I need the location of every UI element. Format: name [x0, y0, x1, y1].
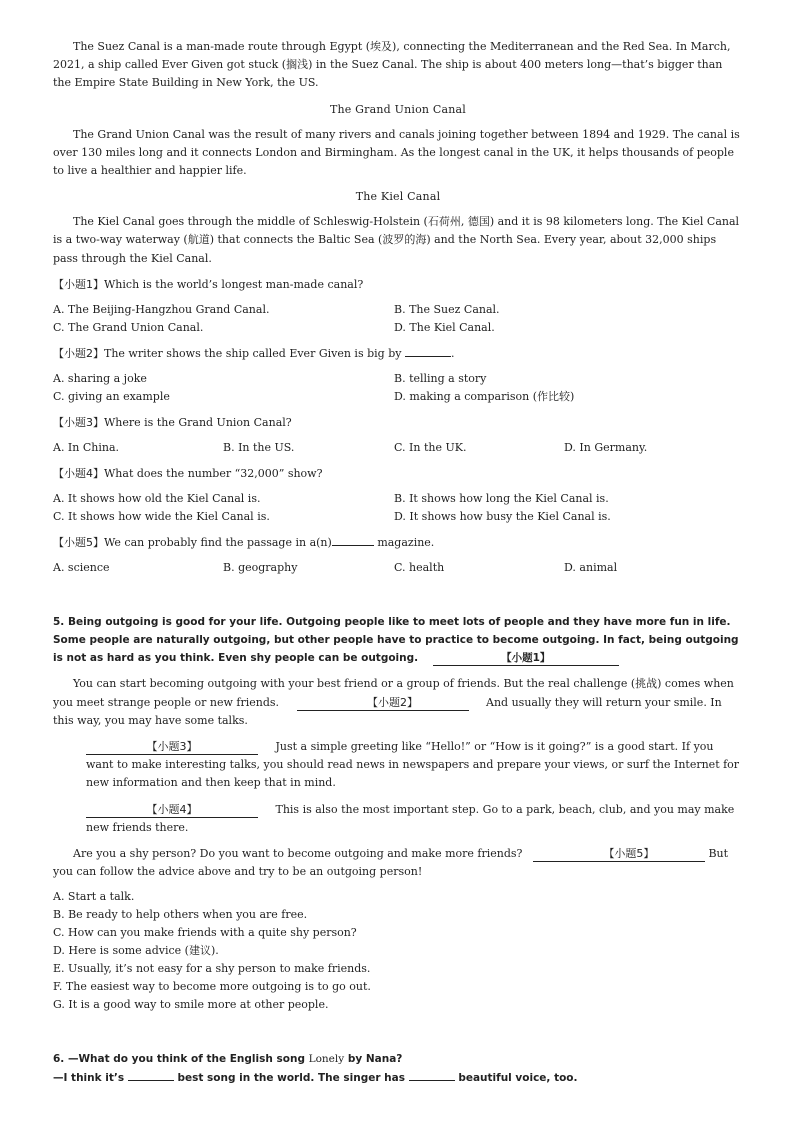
- question-1: [53, 276, 743, 337]
- choice-g[interactable]: G. It is a good way to smile more at other people.: [53, 998, 329, 1012]
- option-a[interactable]: A. In China.: [53, 440, 120, 454]
- option-c[interactable]: C. The Grand Union Canal.: [53, 320, 204, 334]
- answer-blank-2[interactable]: [409, 1080, 455, 1081]
- question-label: 【小题5】: [53, 535, 104, 549]
- question-text: What does the number “32,000” show?: [104, 466, 323, 480]
- option-b[interactable]: B. geography: [223, 560, 298, 574]
- question-label: 【小题1】: [53, 277, 104, 291]
- question-2: [53, 345, 743, 406]
- passage-5-intro: 5. Being outgoing is good for your life. Outgoing people like to meet lots of people and they have more fun in life. Some people are naturally outgoing, but other people have to practice to become outgoing. In fact, being outgoing is not as hard as you think. Even shy people can be outgoing. 【小题1】: [53, 615, 739, 665]
- options-grid: [53, 370, 743, 406]
- option-b[interactable]: B. The Suez Canal.: [394, 302, 500, 316]
- passage-5-para-3: 【小题3】 Just a simple greeting like “Hello!” or “How is it going?” is a good start. If you want to make interesting talks, you should read news in newspapers and prepare your views, or surf the Internet for new information and then keep that in mind.: [86, 740, 740, 790]
- option-b[interactable]: B. In the US.: [223, 440, 295, 454]
- suez-paragraph: The Suez Canal is a man-made route through Egypt (埃及), connecting the Mediterranean and the Red Sea. In March, 2021, a ship called Ever Given got stuck (搁浅) in the Suez Canal. The ship is about 400 meters long—that’s bigger than the Empire State Building in New York, the US.: [53, 40, 731, 90]
- passage-5: [53, 613, 743, 1015]
- passage-5-para-2: You can start becoming outgoing with your best friend or a group of friends. But the real challenge (挑战) comes when you meet strange people or new friends. 【小题2】 And usually they will return your smile. In this way, you may have some talks.: [53, 677, 734, 727]
- option-a[interactable]: A. The Beijing-Hangzhou Grand Canal.: [53, 302, 270, 316]
- gap-3[interactable]: 【小题3】: [86, 740, 258, 755]
- choice-b[interactable]: B. Be ready to help others when you are free.: [53, 908, 308, 922]
- option-c[interactable]: C. giving an example: [53, 389, 170, 403]
- exam-page: [53, 38, 743, 1087]
- gap-1[interactable]: 【小题1】: [433, 651, 619, 666]
- option-c[interactable]: C. It shows how wide the Kiel Canal is.: [53, 509, 270, 523]
- gap-4[interactable]: 【小题4】: [86, 803, 258, 818]
- choice-e[interactable]: E. Usually, it’s not easy for a shy person to make friends.: [53, 962, 371, 976]
- options-grid: [53, 301, 743, 337]
- question-6: [53, 1050, 743, 1086]
- option-a[interactable]: A. science: [53, 560, 110, 574]
- choice-a[interactable]: A. Start a talk.: [53, 890, 135, 904]
- choice-list: [53, 888, 743, 1014]
- answer-blank-1[interactable]: [128, 1080, 174, 1081]
- option-d[interactable]: D. It shows how busy the Kiel Canal is.: [394, 509, 611, 523]
- option-a[interactable]: A. It shows how old the Kiel Canal is.: [53, 491, 261, 505]
- question-text-end: magazine.: [377, 535, 435, 549]
- grand-union-heading: The Grand Union Canal: [329, 102, 467, 116]
- gap-5[interactable]: 【小题5】: [533, 847, 705, 862]
- option-d[interactable]: D. In Germany.: [564, 440, 648, 454]
- question-6-line-1: 6. —What do you think of the English song Lonely by Nana?: [53, 1053, 403, 1066]
- option-b[interactable]: B. It shows how long the Kiel Canal is.: [394, 491, 609, 505]
- question-5: [53, 534, 743, 577]
- gap-2[interactable]: 【小题2】: [297, 696, 469, 711]
- choice-c[interactable]: C. How can you make friends with a quite shy person?: [53, 926, 357, 940]
- option-d[interactable]: D. making a comparison (作比较): [394, 389, 575, 403]
- question-text: Where is the Grand Union Canal?: [104, 415, 292, 429]
- answer-blank[interactable]: [405, 356, 451, 357]
- choice-d[interactable]: D. Here is some advice (建议).: [53, 944, 219, 958]
- options-row: [53, 559, 743, 577]
- option-b[interactable]: B. telling a story: [394, 371, 487, 385]
- question-text-end: .: [450, 346, 455, 360]
- question-text: Which is the world’s longest man-made canal?: [104, 277, 364, 291]
- option-c[interactable]: C. In the UK.: [394, 440, 467, 454]
- option-c[interactable]: C. health: [394, 560, 445, 574]
- options-grid: [53, 490, 743, 526]
- question-3: [53, 414, 743, 457]
- kiel-heading: The Kiel Canal: [355, 190, 441, 204]
- kiel-paragraph: The Kiel Canal goes through the middle of Schleswig-Holstein (石荷州, 德国) and it is 98 kilometers long. The Kiel Canal is a two-way waterway (航道) that connects the Baltic Sea (波罗的海) and the North Sea. Every year, about 32,000 ships pass through the Kiel Canal.: [53, 215, 740, 265]
- question-label: 【小题3】: [53, 415, 104, 429]
- question-6-line-2: —I think it’s best song in the world. The singer has beautiful voice, too.: [53, 1071, 578, 1084]
- song-title: Lonely: [308, 1053, 345, 1066]
- question-text: The writer shows the ship called Ever Given is big by: [104, 346, 402, 360]
- question-label: 【小题2】: [53, 346, 104, 360]
- option-a[interactable]: A. sharing a joke: [53, 371, 147, 385]
- options-row: [53, 439, 743, 457]
- passage-5-para-5: Are you a shy person? Do you want to become outgoing and make more friends? 【小题5】 But you can follow the advice above and try to be an outgoing person!: [53, 847, 729, 879]
- answer-blank[interactable]: [332, 545, 374, 546]
- option-d[interactable]: D. The Kiel Canal.: [394, 320, 495, 334]
- question-4: [53, 465, 743, 526]
- option-d[interactable]: D. animal: [564, 560, 618, 574]
- question-text: We can probably find the passage in a(n): [104, 535, 332, 549]
- grand-union-paragraph: The Grand Union Canal was the result of many rivers and canals joining together between 1894 and 1929. The canal is over 130 miles long and it connects London and Birmingham. As the longest canal in the UK, it helps thousands of people to live a healthier and happier life.: [53, 127, 740, 178]
- question-label: 【小题4】: [53, 466, 104, 480]
- choice-f[interactable]: F. The easiest way to become more outgoing is to go out.: [53, 980, 371, 994]
- passage-5-para-4: 【小题4】 This is also the most important step. Go to a park, beach, club, and you may make new friends there.: [86, 802, 735, 834]
